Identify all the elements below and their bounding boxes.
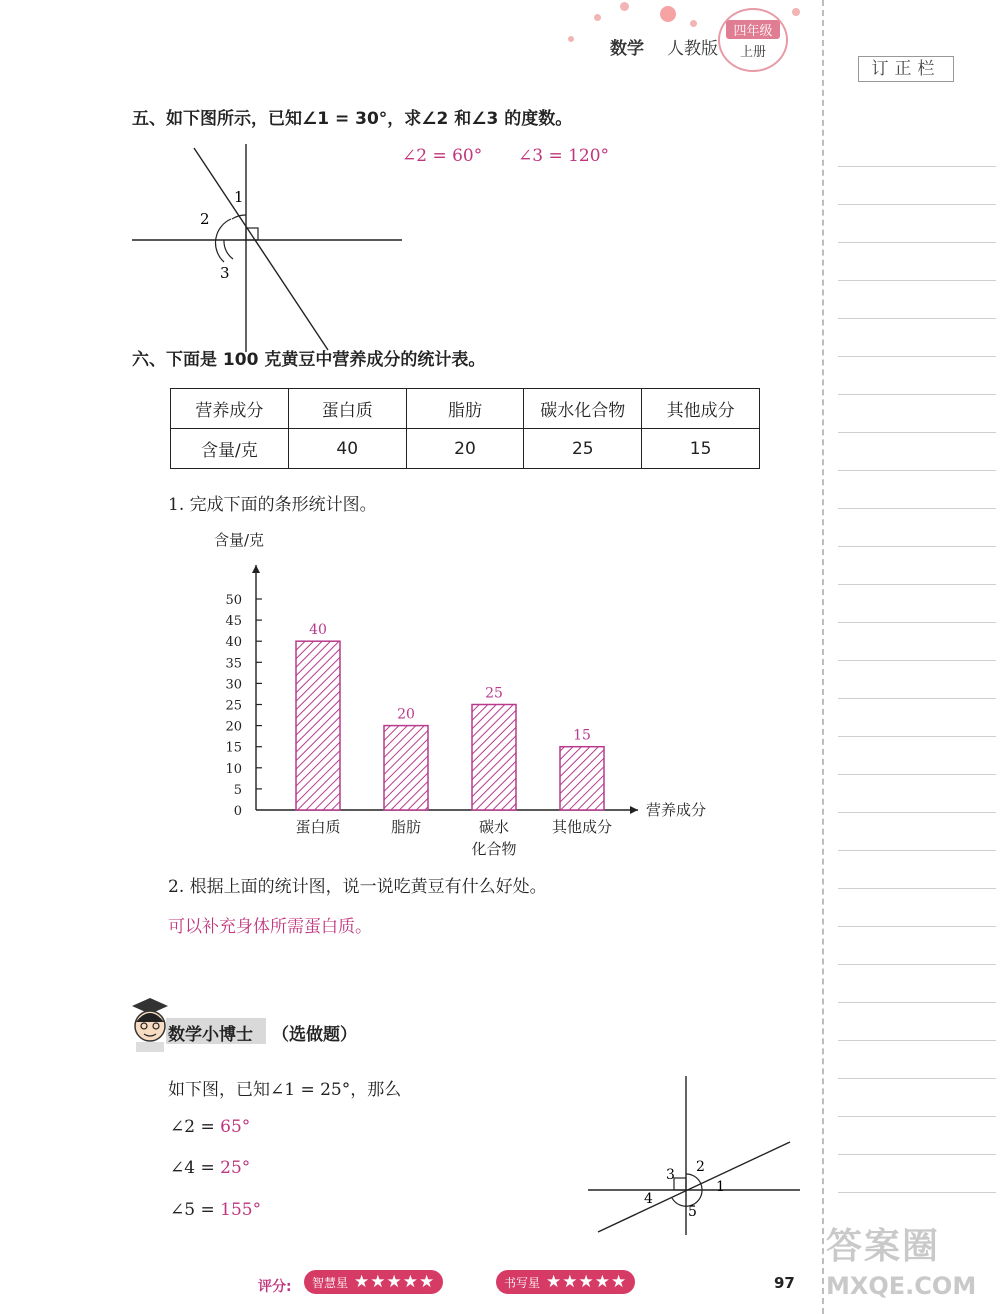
- category-label: 其他成分: [551, 818, 613, 836]
- correction-line: [838, 204, 996, 205]
- bar-chart: [200, 525, 730, 865]
- edition-label: 人教版: [667, 39, 718, 59]
- page-number: 97: [774, 1274, 795, 1292]
- category-label: 化合物: [471, 840, 517, 858]
- category-label: 脂肪: [390, 818, 422, 836]
- y-tick-label: 50: [225, 593, 242, 608]
- correction-line: [838, 1078, 996, 1079]
- table-cell: 碳水化合物: [524, 389, 642, 429]
- correction-line: [838, 508, 996, 509]
- table-cell: 20: [406, 429, 524, 469]
- table-cell: 蛋白质: [288, 389, 406, 429]
- correction-line: [838, 1116, 996, 1117]
- correction-line: [838, 356, 996, 357]
- category-label: 蛋白质: [295, 818, 341, 836]
- y-tick-label: 40: [225, 635, 242, 651]
- correction-line: [838, 1154, 996, 1155]
- bar-4: [560, 747, 604, 810]
- correction-line: [838, 394, 996, 395]
- q5-title: 五、如下图所示，已知∠1 = 30°，求∠2 和∠3 的度数。: [132, 109, 573, 129]
- bonus-answer-2: [170, 1117, 250, 1137]
- watermark-url: MXQE.COM: [826, 1272, 977, 1300]
- y-axis-label: 含量/克: [214, 531, 265, 549]
- q6-sub2: 2. 根据上面的统计图，说一说吃黄豆有什么好处。: [168, 877, 547, 897]
- table-cell: 15: [642, 429, 760, 469]
- q5-answer-3: ∠3 = 120°: [518, 146, 610, 166]
- correction-line: [838, 1040, 996, 1041]
- table-cell: 其他成分: [642, 389, 760, 429]
- bonus-answer-5: [170, 1200, 261, 1220]
- watermark-logo: 答案圈: [826, 1226, 941, 1267]
- correction-line: [838, 318, 996, 319]
- y-tick-label: 45: [225, 614, 242, 630]
- table-cell: 40: [288, 429, 406, 469]
- wisdom-star-label: 智慧星: [312, 1276, 349, 1290]
- y-tick-label: 25: [225, 698, 242, 714]
- y-tick-label: 10: [225, 761, 242, 777]
- doctor-avatar: [128, 994, 168, 1052]
- star-icon: ★★★★★: [546, 1272, 628, 1292]
- q5-label-2: 2: [200, 210, 210, 228]
- nutrition-table: [170, 388, 760, 469]
- correction-line: [838, 242, 996, 243]
- bonus-heading: 数学小博士: [168, 1025, 253, 1045]
- bonus-label-4: 4: [644, 1191, 653, 1207]
- term-label: 上册: [739, 45, 766, 60]
- subject-label: 数学: [610, 39, 644, 59]
- correction-line: [838, 1192, 996, 1193]
- y-tick-label: 5: [233, 782, 242, 798]
- correction-line: [838, 660, 996, 661]
- correction-line: [838, 736, 996, 737]
- table-row: [171, 429, 760, 469]
- data-label: 20: [397, 706, 415, 723]
- q6-answer: 可以补充身体所需蛋白质。: [168, 917, 372, 937]
- bonus-label-3: 3: [666, 1167, 675, 1183]
- q6-sub1: 1. 完成下面的条形统计图。: [168, 495, 377, 515]
- x-axis-label: 营养成分: [646, 801, 707, 819]
- rating-label: 评分:: [258, 1279, 292, 1295]
- side-divider: [822, 0, 824, 1314]
- correction-line: [838, 698, 996, 699]
- category-label: 碳水: [478, 818, 510, 836]
- bonus-label-5: 5: [688, 1204, 697, 1220]
- bar-2: [384, 726, 428, 810]
- bonus-answer-5-value: 155°: [220, 1200, 262, 1220]
- correction-line: [838, 584, 996, 585]
- writing-star-rating[interactable]: [496, 1270, 635, 1294]
- data-label: 15: [573, 727, 591, 744]
- correction-line: [838, 850, 996, 851]
- bonus-intro: 如下图，已知∠1 = 25°，那么: [168, 1080, 402, 1100]
- wisdom-star-rating[interactable]: [304, 1270, 443, 1294]
- y-tick-label: 30: [225, 677, 242, 693]
- correction-line: [838, 774, 996, 775]
- bonus-angle-diagram: [580, 1070, 810, 1240]
- correction-line: [838, 812, 996, 813]
- correction-line: [838, 280, 996, 281]
- table-cell: 营养成分: [171, 389, 289, 429]
- q5-label-1: 1: [234, 188, 244, 206]
- q5-answer-2: ∠2 = 60°: [402, 146, 483, 166]
- correction-line: [838, 926, 996, 927]
- q6-title: 六、下面是 100 克黄豆中营养成分的统计表。: [132, 350, 486, 370]
- q5-angle-diagram: [120, 140, 410, 360]
- x-axis-arrow-icon: [630, 806, 638, 814]
- y-tick-label: 35: [225, 656, 242, 672]
- table-cell: 25: [524, 429, 642, 469]
- correction-line: [838, 622, 996, 623]
- grade-label: 四年级: [726, 20, 780, 39]
- q5-label-3: 3: [220, 264, 230, 282]
- bonus-answer-2-prefix: ∠2 =: [170, 1117, 221, 1137]
- correction-line: [838, 964, 996, 965]
- star-icon: ★★★★★: [354, 1272, 436, 1292]
- bonus-answer-2-value: 65°: [220, 1117, 251, 1137]
- bonus-answer-5-prefix: ∠5 =: [170, 1200, 221, 1220]
- bonus-answer-4: [170, 1158, 250, 1178]
- bonus-answer-4-prefix: ∠4 =: [170, 1158, 221, 1178]
- bonus-label-2: 2: [696, 1159, 705, 1175]
- correction-column-title: 订正栏: [858, 56, 954, 82]
- bar-1: [296, 641, 340, 810]
- bonus-answer-4-value: 25°: [220, 1158, 251, 1178]
- correction-line: [838, 546, 996, 547]
- writing-star-label: 书写星: [504, 1276, 541, 1290]
- bonus-tag: （选做题）: [272, 1025, 357, 1045]
- correction-line: [838, 888, 996, 889]
- y-tick-label: 15: [225, 740, 242, 756]
- data-label: 25: [485, 685, 503, 702]
- y-tick-label: 20: [225, 719, 242, 735]
- table-cell: 脂肪: [406, 389, 524, 429]
- correction-line: [838, 1002, 996, 1003]
- correction-line: [838, 166, 996, 167]
- y-axis-arrow-icon: [252, 565, 260, 573]
- bar-3: [472, 705, 516, 811]
- table-cell: 含量/克: [171, 429, 289, 469]
- data-label: 40: [309, 622, 327, 639]
- correction-line: [838, 432, 996, 433]
- grade-badge: [718, 8, 788, 72]
- table-header-row: [171, 389, 760, 429]
- bonus-label-1: 1: [716, 1179, 725, 1195]
- y-tick-label: 0: [233, 804, 242, 819]
- correction-line: [838, 470, 996, 471]
